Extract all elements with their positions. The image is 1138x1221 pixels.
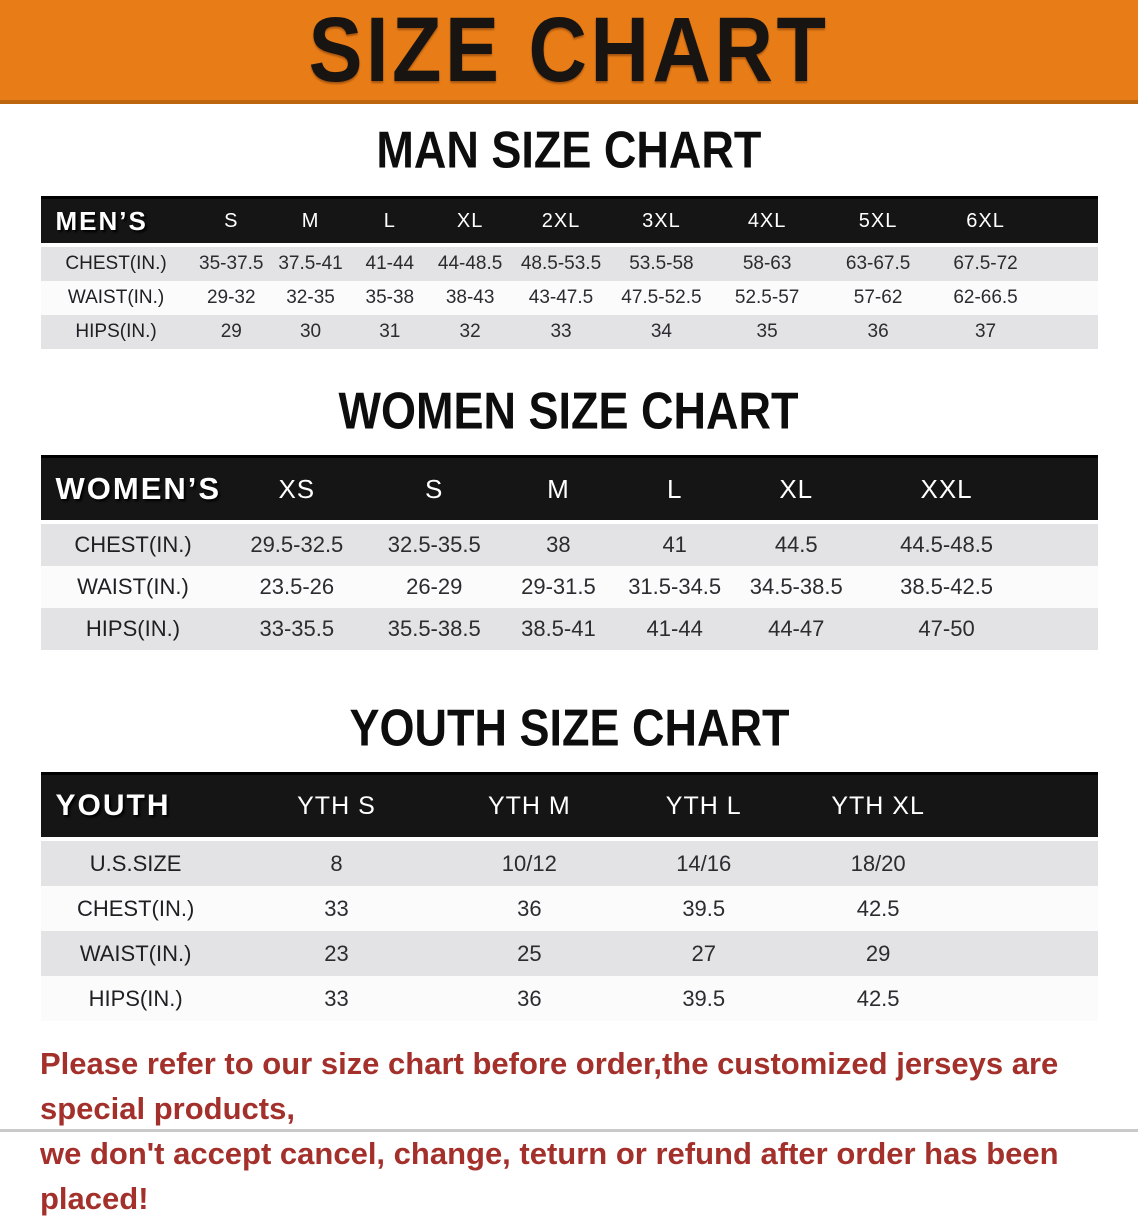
row-label-waist-in: WAIST(IN.) (77, 574, 189, 599)
size-value: 31.5-34.5 (628, 574, 722, 599)
size-value: 32.5-35.5 (387, 532, 481, 557)
column-header-2xl: 2XL (511, 198, 611, 246)
size-value: 53.5-58 (629, 253, 694, 274)
size-value: 29.5-32.5 (250, 532, 344, 557)
size-value: 67.5-72 (953, 253, 1018, 274)
women-row-hips-in (41, 608, 1098, 650)
size-value: 29-32 (206, 287, 256, 308)
row-label-u-s-size: U.S.SIZE (89, 850, 182, 876)
size-value: 33 (324, 985, 349, 1011)
note-line-2: we don't accept cancel, change, teturn or refund after order has been placed! (40, 1136, 1059, 1216)
youth-row-u-s-size (41, 839, 1098, 886)
size-value: 33 (324, 895, 349, 921)
column-header-yth-xl: YTH XL (791, 774, 965, 840)
size-value: 39.5 (682, 985, 726, 1011)
men-row-chest-in (41, 245, 1098, 281)
size-charts-main (0, 122, 1138, 1021)
size-value: 10/12 (501, 850, 557, 876)
men-row-waist-in (41, 281, 1098, 315)
size-value: 8 (330, 850, 343, 876)
youth-corner-label: YOUTH (41, 774, 231, 840)
size-value: 37 (974, 321, 997, 342)
size-value: 62-66.5 (953, 287, 1018, 308)
size-value: 30 (299, 321, 322, 342)
size-value: 36 (517, 985, 542, 1011)
size-chart-banner (0, 0, 1138, 104)
size-value: 33-35.5 (259, 616, 335, 641)
women-size-section (0, 383, 1138, 650)
size-value: 47.5-52.5 (621, 287, 702, 308)
size-value: 58-63 (742, 253, 792, 274)
size-value: 23 (324, 940, 349, 966)
row-label-chest-in: CHEST(IN.) (76, 895, 195, 921)
column-header-s: S (368, 457, 500, 523)
size-value: 38.5-41 (521, 616, 596, 641)
column-header-3xl: 3XL (611, 198, 711, 246)
column-header-xs: XS (225, 457, 368, 523)
size-value: 44-48.5 (437, 253, 503, 274)
size-value: 43-47.5 (528, 287, 594, 308)
size-value: 57-62 (853, 287, 903, 308)
men-row-hips-in (41, 315, 1098, 349)
spacer-cell (965, 886, 1097, 931)
size-value: 36 (867, 321, 889, 342)
size-value: 36 (517, 895, 542, 921)
row-label-hips-in: HIPS(IN.) (88, 985, 183, 1011)
youth-row-hips-in (41, 976, 1098, 1021)
size-value: 35-38 (365, 287, 415, 308)
size-value: 42.5 (856, 895, 900, 921)
size-value: 26-29 (406, 574, 463, 599)
size-value: 29 (865, 940, 891, 966)
column-header-yth-l: YTH L (617, 774, 791, 840)
size-value: 14/16 (676, 850, 732, 876)
banner-title: SIZE CHART (308, 0, 830, 101)
size-value: 29 (220, 321, 242, 342)
row-label-waist-in: WAIST(IN.) (79, 940, 192, 966)
size-value: 48.5-53.5 (520, 253, 602, 274)
column-header-s: S (192, 198, 271, 246)
women-size-table (41, 455, 1098, 650)
column-header-xl: XL (733, 457, 860, 523)
size-value: 38-43 (445, 287, 495, 308)
spacer-cell (965, 976, 1097, 1021)
women-row-chest-in (41, 522, 1098, 566)
size-value: 35-37.5 (199, 253, 264, 274)
note-line-1: Please refer to our size chart before order,the customized jerseys are special products, (40, 1046, 1059, 1126)
size-value: 41-44 (646, 616, 703, 641)
youth-row-chest-in (41, 886, 1098, 931)
man-size-section (0, 122, 1138, 349)
man-size-chart-heading: MAN SIZE CHART (376, 120, 762, 180)
row-label-hips-in: HIPS(IN.) (75, 321, 157, 342)
size-value: 47-50 (918, 616, 975, 641)
size-value: 38.5-42.5 (900, 574, 994, 599)
men-size-table (41, 196, 1098, 349)
size-value: 32 (459, 321, 481, 342)
size-value: 44.5-48.5 (900, 532, 994, 557)
size-value: 41 (662, 532, 687, 557)
row-label-hips-in: HIPS(IN.) (85, 616, 181, 641)
women-row-waist-in (41, 566, 1098, 608)
size-value: 33 (550, 321, 572, 342)
youth-size-table (41, 772, 1098, 1021)
column-header-m: M (500, 457, 616, 523)
women-corner-label: WOMEN’S (41, 457, 226, 523)
youth-size-section (0, 700, 1138, 1021)
size-value: 27 (691, 940, 716, 966)
size-value: 39.5 (682, 895, 726, 921)
size-value: 35 (756, 321, 778, 342)
spacer-cell (965, 774, 1097, 840)
row-label-waist-in: WAIST(IN.) (67, 287, 165, 308)
size-value: 18/20 (850, 850, 906, 876)
size-value: 52.5-57 (734, 287, 800, 308)
size-value: 44.5 (774, 532, 818, 557)
row-label-chest-in: CHEST(IN.) (65, 253, 167, 274)
column-header-xxl: XXL (860, 457, 1098, 523)
column-header-l: L (350, 198, 429, 246)
row-label-chest-in: CHEST(IN.) (74, 532, 192, 557)
size-value: 35.5-38.5 (387, 616, 481, 641)
column-header-4xl: 4XL (712, 198, 823, 246)
spacer-cell (965, 931, 1097, 976)
column-header-5xl: 5XL (823, 198, 934, 246)
size-value: 31 (379, 321, 401, 342)
size-value: 29-31.5 (521, 574, 596, 599)
size-value: 37.5-41 (278, 253, 343, 274)
women-size-chart-heading: WOMEN SIZE CHART (339, 381, 799, 441)
youth-row-waist-in (41, 931, 1098, 976)
youth-size-chart-heading: YOUTH SIZE CHART (348, 698, 790, 758)
size-value: 41-44 (365, 253, 415, 274)
size-value: 23.5-26 (259, 574, 335, 599)
column-header-m: M (271, 198, 350, 246)
column-header-l: L (617, 457, 733, 523)
size-value: 25 (517, 940, 542, 966)
size-value: 32-35 (286, 287, 335, 308)
spacer-cell (965, 839, 1097, 886)
size-value: 34.5-38.5 (749, 574, 843, 599)
size-value: 44-47 (768, 616, 825, 641)
column-header-6xl: 6XL (934, 198, 1098, 246)
men-corner-label: MEN’S (41, 198, 192, 246)
size-value: 38 (546, 532, 571, 557)
column-header-xl: XL (429, 198, 510, 246)
size-value: 34 (650, 321, 672, 342)
column-header-yth-m: YTH M (442, 774, 616, 840)
size-value: 63-67.5 (845, 253, 911, 274)
column-header-yth-s: YTH S (231, 774, 442, 840)
size-value: 42.5 (856, 985, 900, 1011)
